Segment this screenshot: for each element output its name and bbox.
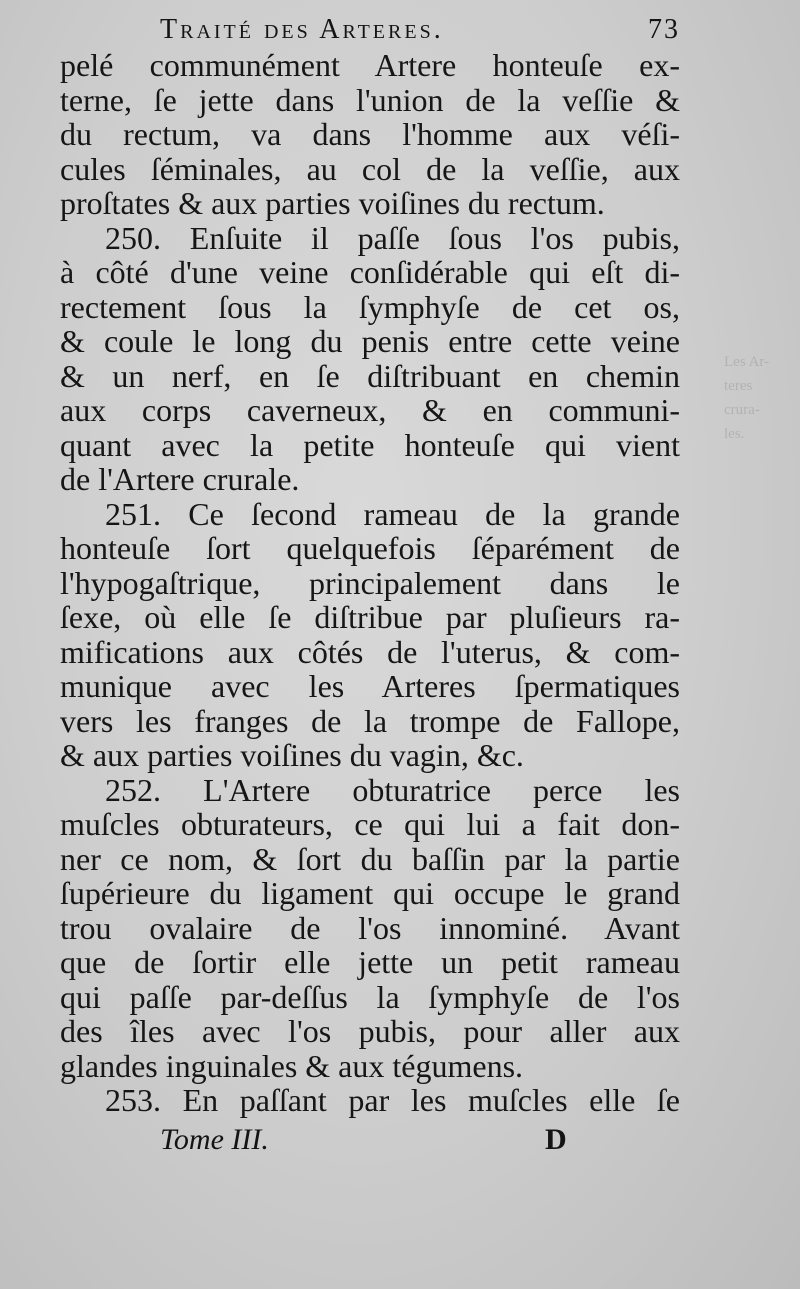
margin-note-line: teres (724, 378, 753, 394)
text-line: terne, ſe jette dans l'union de la veſſie & (60, 81, 680, 118)
text-line: qui paſſe par-deſſus la ſymphyſe de l'os (60, 978, 680, 1015)
text-line: de l'Artere crurale. (60, 461, 300, 497)
text-line: quant avec la petite honteuſe qui vient (60, 426, 680, 463)
paragraph-251-start: 251. Ce ſecond rameau de la grande (105, 495, 680, 532)
page-footer (60, 1123, 680, 1163)
text-line: muſcles obturateurs, ce qui lui a fait don- (60, 806, 680, 842)
text-line: proſtates & aux parties voiſines du rectum. (60, 185, 605, 221)
margin-note-line: crura- (724, 402, 760, 418)
text-line: & un nerf, en ſe diſtribuant en chemin (60, 357, 680, 394)
signature-mark: D (545, 1123, 567, 1156)
text-line: ner ce nom, & ſort du baſſin par la partie (60, 840, 680, 877)
paragraph-252-start: 252. L'Artere obturatrice perce les (105, 771, 680, 808)
text-line: trou ovalaire de l'os innominé. Avant (60, 909, 680, 946)
bottom-margin (0, 1170, 800, 1289)
body-text (60, 48, 680, 1118)
text-line: mifications aux côtés de l'uterus, & com- (60, 633, 680, 670)
page-number: 73 (648, 14, 680, 45)
text-line: munique avec les Arteres ſpermatiques (60, 668, 680, 704)
text-line: des îles avec l'os pubis, pour aller aux (60, 1013, 680, 1049)
text-line: cules ſéminales, au col de la veſſie, aux (60, 150, 680, 187)
text-line: aux corps caverneux, & en communi- (60, 392, 680, 428)
text-line: que de ſortir elle jette un petit rameau (60, 944, 680, 980)
page-header (60, 10, 680, 50)
paragraph-250-start: 250. Enſuite il paſſe ſous l'os pubis, (105, 219, 680, 256)
text-line: vers les franges de la trompe de Fallope, (60, 702, 680, 739)
text-line: honteuſe ſort quelquefois ſéparément de (60, 530, 680, 566)
margin-note-line: les. (724, 426, 745, 442)
margin-note-line: Les Ar- (724, 354, 770, 370)
text-line: & aux parties voiſines du vagin, &c. (60, 737, 524, 773)
text-line: & coule le long du penis entre cette veine (60, 323, 680, 359)
text-line: l'hypogaſtrique, principalement dans le (60, 564, 680, 601)
text-line: à côté d'une veine conſidérable qui eſt di- (60, 254, 680, 290)
text-line: du rectum, va dans l'homme aux véſi- (60, 116, 680, 152)
running-title: Traité des Arteres. (160, 14, 444, 45)
paragraph-253-start: 253. En paſſant par les muſcles elle ſe (105, 1082, 680, 1118)
text-line: rectement ſous la ſymphyſe de cet os, (60, 288, 680, 325)
margin-note (724, 350, 794, 446)
text-line: glandes inguinales & aux tégumens. (60, 1047, 524, 1084)
text-line: pelé communément Artere honteuſe ex- (60, 47, 680, 83)
text-line: ſexe, où elle ſe diſtribue par pluſieurs ra- (60, 599, 680, 635)
volume-label: Tome III. (160, 1123, 269, 1156)
text-line: ſupérieure du ligament qui occupe le grand (60, 875, 680, 911)
